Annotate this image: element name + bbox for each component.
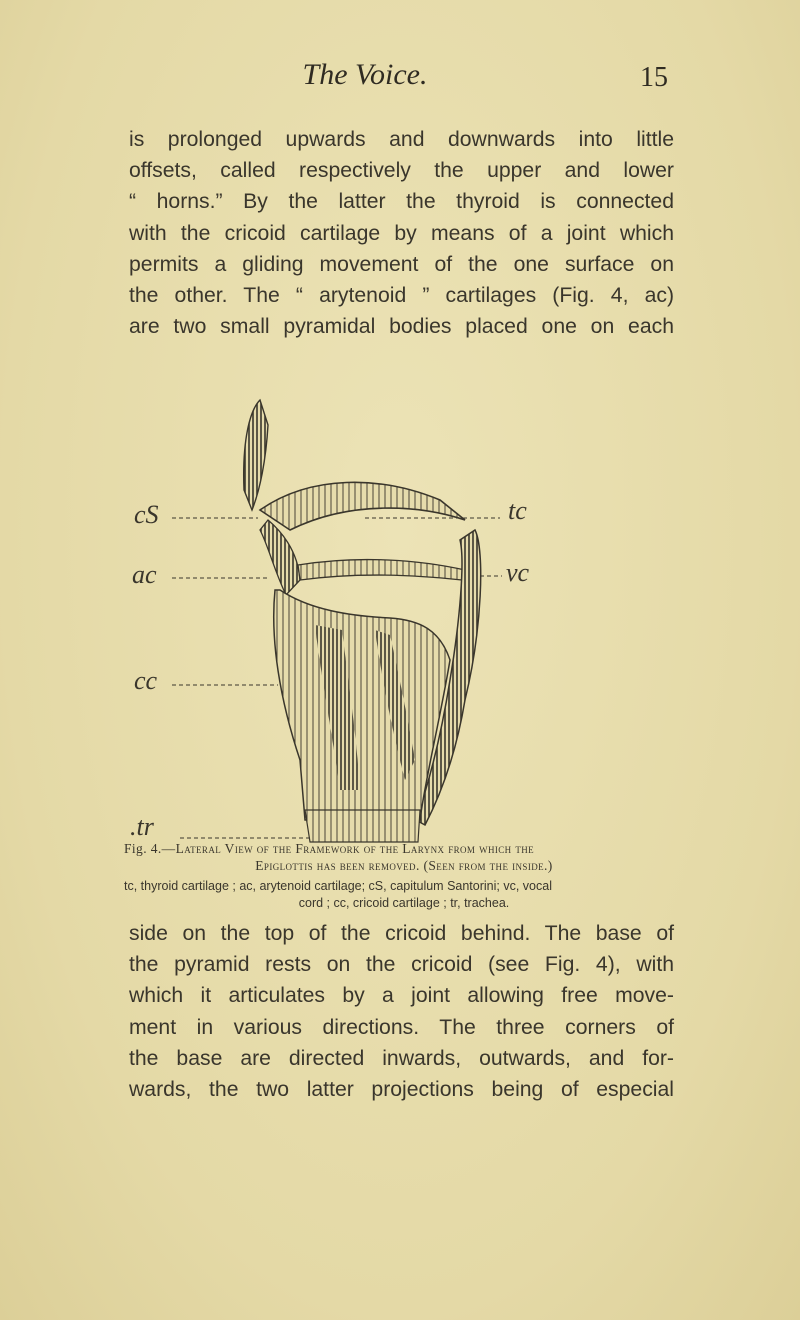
arytenoid-cartilage-shape xyxy=(260,520,300,595)
paragraph-top xyxy=(129,124,674,342)
figure-caption-title xyxy=(124,840,684,874)
cricoid-cartilage-shape xyxy=(274,590,450,820)
text-line: with the cricoid cartilage by means of a joint which xyxy=(129,221,674,245)
running-title: The Voice. xyxy=(302,58,428,91)
figure-label-tr: .tr xyxy=(130,812,154,841)
figure-label-cs: cS xyxy=(134,500,159,529)
figure-legend xyxy=(124,878,684,912)
text-line: the pyramid rests on the cricoid (see Fig. 4), with xyxy=(129,953,674,977)
text-line: ment in various directions. The three corners of xyxy=(129,1015,674,1039)
thyroid-cartilage-shape xyxy=(260,482,465,530)
text-line: “ horns.” By the latter the thyroid is connected xyxy=(129,190,674,214)
text-line: side on the top of the cricoid behind. The base of xyxy=(129,922,674,945)
text-line: offsets, called respectively the upper and lower xyxy=(129,159,674,183)
text-line: permits a gliding movement of the one surface on xyxy=(129,252,674,276)
larynx-figure xyxy=(120,380,600,845)
legend-line: cord ; cc, cricoid cartilage ; tr, trachea. xyxy=(298,896,510,910)
caption-title-line: Epiglottis has been removed. (Seen from the inside.) xyxy=(255,858,553,873)
trachea-shape xyxy=(305,810,420,842)
text-line: are two small pyramidal bodies placed one on each xyxy=(129,315,674,339)
running-head xyxy=(0,58,800,98)
text-line: the base are directed inwards, outwards, and for- xyxy=(129,1046,674,1070)
caption-title-line xyxy=(124,840,684,857)
caption-title-text: Lateral View of the Framework of the Larynx from which the xyxy=(175,841,535,856)
figure-label-ac: ac xyxy=(132,560,157,589)
larynx-illustration xyxy=(120,380,600,845)
vocal-cord-shape xyxy=(298,560,465,580)
figure-label-vc: vc xyxy=(506,558,530,587)
legend-line: tc, thyroid cartilage ; ac, arytenoid cartilage; cS, capitulum Santorini; vc, vocal xyxy=(124,879,552,893)
text-line: which it articulates by a joint allowing free move- xyxy=(129,984,674,1008)
paragraph-bottom xyxy=(129,918,674,1105)
page-number: 15 xyxy=(640,62,668,93)
figure-label-tc: tc xyxy=(508,496,527,525)
capitulum-santorini-shape xyxy=(244,400,268,510)
text-line: wards, the two latter projections being of especial xyxy=(129,1078,674,1102)
text-line: the other. The “ arytenoid ” cartilages (Fig. 4, ac) xyxy=(129,284,674,308)
figure-label-cc: cc xyxy=(134,666,158,695)
caption-figure-number: Fig. 4.— xyxy=(124,841,176,856)
text-line: is prolonged upwards and downwards into little xyxy=(129,128,674,151)
